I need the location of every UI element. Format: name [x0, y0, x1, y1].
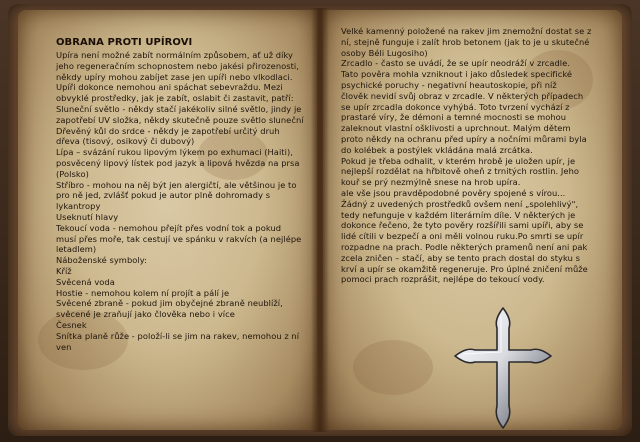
text-line: rozpadne na prach. Podle některých pramenů není ani pak	[341, 241, 588, 252]
right-page-lines	[341, 26, 613, 285]
text-line: Svěcené zbraně - pokud jim obyčejné zbraně neublíží,	[56, 298, 283, 309]
text-line: Sluneční světlo - někdy stačí jakékoliv silné světlo, jindy je	[56, 103, 302, 114]
left-page	[18, 10, 317, 430]
text-line: tedy nefunguje v každém literárním díle. V některých je	[341, 209, 576, 220]
text-line: nejlepší rozdělat na hřbitově oheň z trnitých rostlin. Jeho	[341, 166, 580, 177]
text-line: ale vše jsou pravděpodobné pověry spojené s vírou...	[341, 187, 566, 198]
text-line: Upíra není možné zabít normálním způsobem, ať už díky	[56, 50, 293, 60]
text-line: kouř se prý nezmýlně snese na hrob upíra.	[341, 177, 521, 188]
text-line: dřeva (tisový, osikový či dubový)	[56, 136, 195, 147]
text-line: Žádný z uvedených prostředků ovšem není „spolehlivý",	[341, 198, 579, 209]
page-title: OBRANA PROTI UPÍROVI	[56, 37, 193, 48]
text-line: zapotřebí UV složka, někdy skutečně pouze světlo sluneční	[56, 114, 304, 125]
text-line: Svěcená voda	[56, 276, 115, 287]
book-gutter	[311, 8, 329, 432]
text-line: pro ně jed, zvlášť pokud je autor plně dohromady s	[56, 190, 271, 201]
text-line: Pokud je třeba odhalit, v kterém hrobě je uložen upír, je	[341, 155, 576, 166]
text-line: zcela zničen – stačí, aby se tento prach dostal do styku s	[341, 252, 580, 263]
text-line: Stříbro - mohou na něj být jen alergičtí, ale většinou je to	[56, 179, 297, 190]
text-line: Hostie - nemohou kolem ní projít a pálí je	[56, 287, 230, 298]
silver-cross-icon	[453, 306, 553, 430]
text-line: Tato pověra mohla vzniknout i jako důsledek specifické	[341, 69, 573, 80]
text-line: pomoci prach rozprášit, nejlépe do tekoucí vody.	[341, 274, 545, 285]
text-line: člověk nevidí svůj obraz v zrcadle. V některých případech	[341, 90, 584, 101]
text-line: Snítka planě růže - položí-li se jim na rakev, nemohou z ní	[56, 330, 300, 341]
text-line: proto někdy na ochranu před upíry a nočními můrami byla	[341, 133, 587, 144]
text-line: Zrcadlo - často se uvádí, že se upír neodráží v zrcadle.	[341, 58, 571, 69]
text-line: Lípa – svázání rukou lipovým lýkem po exhumaci (Haiti),	[56, 147, 293, 158]
left-page-lines	[56, 50, 317, 352]
text-line: Tekoucí voda - nemohou přejít přes vodní tok a pokud	[56, 222, 282, 233]
text-line: zaleknout vlastní ošklivosti a uprchnout. Malým dětem	[341, 123, 571, 134]
text-line: prastaré víry, že démoni a temné mocnosti se mohou	[341, 112, 567, 123]
text-line: Náboženské symboly:	[56, 255, 147, 266]
text-line: obvyklé prostředky, jak je zabít, oslabit či zastavit, patří:	[56, 93, 294, 104]
right-page	[323, 10, 622, 430]
text-line: dokonce řečeno, že tyto pověry rozšířili sami upíři, aby se	[341, 220, 584, 231]
text-line: Useknutí hlavy	[56, 211, 119, 222]
text-line: někdy upíry mohou zabíjet zase jen upíři nebo vlkodlaci.	[56, 71, 293, 82]
text-line: do kolébek a postýlek vkládána malá zrcátka.	[341, 144, 533, 155]
text-line: ven	[56, 341, 72, 352]
paper-stain	[353, 340, 433, 395]
text-line: Upíři dokonce nemohou ani spáchat sebevraždu. Mezi	[56, 82, 283, 93]
text-line: letadlem)	[56, 244, 97, 255]
text-line: Kříž	[56, 265, 72, 276]
right-page-text	[341, 26, 613, 285]
text-line: psychické poruchy - negativní heautoskopie, při níž	[341, 79, 557, 90]
text-line: Velké kamenný položené na rakev jim znemožní dostat se z	[341, 26, 592, 36]
text-line: Česnek	[56, 319, 87, 330]
text-line: jeho regeneračním schopnostem nebo jakési přirozenosti,	[56, 60, 299, 71]
text-line: musí přes moře, tak cestují ve spánku v rakvích (a nejlépe	[56, 233, 302, 244]
text-line: lidé cítili v bezpečí a oni měli volnou ruku.Po smrti se upír	[341, 231, 584, 242]
text-line: ní, stejně funguje i zalít hrob betonem (jak to je u skutečné	[341, 36, 590, 47]
text-line: svěcené je zraňují jako člověka nebo i více	[56, 309, 235, 320]
text-line: osoby Béli Lugosiho)	[341, 47, 428, 58]
text-line: posvěcený lipový lístek pod jazyk a lipová hvězda na prsa	[56, 157, 300, 168]
text-line: Dřevěný kůl do srdce - někdy je zapotřebí určitý druh	[56, 125, 280, 136]
text-line: se upír zrcadla dokonce vyhýbá. Toto tvrzení vychází z	[341, 101, 570, 112]
text-line: (Polsko)	[56, 168, 89, 179]
text-line: krví a upír se okamžitě regeneruje. Pro úplné zničení může	[341, 263, 588, 274]
left-page-text	[56, 36, 317, 352]
text-line: lykantropy	[56, 201, 101, 212]
